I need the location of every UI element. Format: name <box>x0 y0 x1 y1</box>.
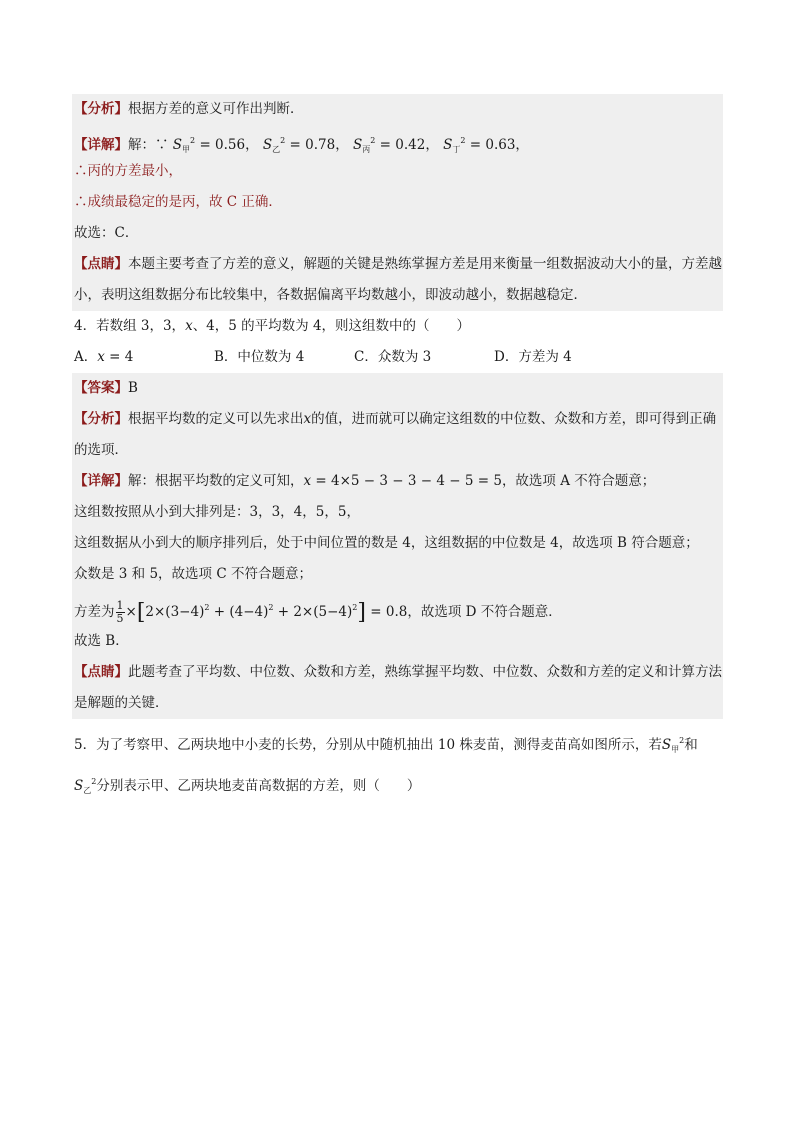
superscript-2: 2 <box>268 603 274 612</box>
subscript-jia: 甲 <box>671 745 680 754</box>
variance-symbol-jia: S <box>172 137 183 153</box>
q5-stem-part-2: 分别表示甲、乙两块地麦苗高数据的方差，则（ ） <box>96 778 421 794</box>
variance-conclusion: ，故选项 D 不符合题意． <box>407 604 562 620</box>
value-yi: = 0.78， <box>289 137 349 153</box>
q4-analysis-post: 的值，进而就可以确定这组数的中位数、众数和方差，即可得到正确的选项． <box>74 411 717 458</box>
superscript-2: 2 <box>679 736 685 745</box>
q5-var-s-yi: S <box>74 778 84 794</box>
variance-symbol-ding: S <box>443 137 453 153</box>
detail-tag: 【详解】 <box>74 137 128 153</box>
q3-solution-block <box>72 94 723 311</box>
subscript-jia: 甲 <box>182 145 191 154</box>
q4-options <box>72 342 723 373</box>
q5-var-s-jia: S <box>661 737 672 753</box>
superscript-2: 2 <box>190 136 196 145</box>
variance-result: = 0.8 <box>365 604 408 620</box>
q4-detail-var-x: x <box>303 473 312 489</box>
variance-term-3: + 2×(5−4) <box>273 604 353 620</box>
q4-analysis-pre: 根据平均数的定义可以先求出 <box>128 411 304 427</box>
subscript-bing: 丙 <box>362 145 371 154</box>
q4-comment-paragraph <box>72 657 723 719</box>
q4-choice-line: 故选 B． <box>74 633 129 649</box>
fraction-one-fifth <box>116 600 125 625</box>
option-a-label: A． <box>74 349 98 365</box>
comment-tag: 【点睛】 <box>74 256 128 272</box>
q4-sorted-line: 这组数按照从小到大排列是：3，3，4，5，5， <box>74 504 360 520</box>
q4-analysis-var-x: x <box>303 411 312 427</box>
q3-comment-text: 本题主要考查了方差的意义，解题的关键是熟练掌握方差是用来衡量一组数据波动大小的量，方差越小，表明这组数据分布比较集中，各数据偏离平均数越小，即波动越小，数据越稳定． <box>74 256 722 303</box>
q4-stem <box>72 311 723 342</box>
comment-tag: 【点睛】 <box>74 664 128 680</box>
superscript-2: 2 <box>370 136 376 145</box>
variance-symbol-bing: S <box>353 137 363 153</box>
q4-detail-line <box>72 466 723 497</box>
value-jia: = 0.56， <box>199 137 259 153</box>
q3-conclusion-line-2: ∴成绩最稳定的是丙，故 C 正确． <box>74 194 282 210</box>
q5-and: 和 <box>684 737 698 753</box>
q4-detail-eq: = 4×5 − 3 − 3 − 4 − 5 = 5 <box>311 473 502 489</box>
variance-term-2: + (4−4) <box>209 604 269 620</box>
times-sign: × <box>125 604 137 620</box>
value-ding: = 0.63， <box>469 137 529 153</box>
q4-stem-part-1: 4．若数组 3，3， <box>74 318 186 334</box>
variance-term-1: 2×(3−4) <box>145 604 205 620</box>
bracket-close: ] <box>357 600 366 625</box>
subscript-yi: 乙 <box>272 145 281 154</box>
q4-stem-var-x: x <box>185 318 193 334</box>
q4-solution-block <box>72 373 723 719</box>
q5-stem <box>72 725 723 807</box>
q5-stem-part-1: 5．为了考察甲、乙两块地中小麦的长势，分别从中随机抽出 10 株麦苗，测得麦苗高如图所示，若 <box>74 737 662 753</box>
q4-option-b: B．中位数为 4 <box>214 349 305 365</box>
q4-stem-part-2: 、4，5 的平均数为 4，则这组数中的（ ） <box>192 318 471 334</box>
fraction-numerator: 1 <box>116 599 124 612</box>
value-bing: = 0.42， <box>379 137 439 153</box>
answer-tag: 【答案】 <box>74 380 128 396</box>
q4-option-c: C．众数为 3 <box>354 349 432 365</box>
q4-analysis-paragraph <box>72 404 723 466</box>
option-a-value: = 4 <box>104 349 134 365</box>
superscript-2: 2 <box>460 136 466 145</box>
q3-detail-prefix: 解：∵ <box>128 137 169 153</box>
q4-variance-line <box>72 590 723 626</box>
q4-answer-line <box>72 373 723 404</box>
analysis-tag: 【分析】 <box>74 101 128 117</box>
analysis-tag: 【分析】 <box>74 411 128 427</box>
superscript-2: 2 <box>352 603 358 612</box>
q3-conclusion-line-1: ∴丙的方差最小， <box>74 163 182 179</box>
subscript-yi: 乙 <box>83 786 92 795</box>
q3-detail-line <box>72 125 723 156</box>
superscript-2: 2 <box>280 136 286 145</box>
subscript-ding: 丁 <box>452 145 461 154</box>
q3-comment-paragraph <box>72 249 723 311</box>
q3-choice-line: 故选：C． <box>74 225 139 241</box>
q4-option-d: D．方差为 4 <box>494 349 572 365</box>
q4-comment-text: 此题考查了平均数、中位数、众数和方差，熟练掌握平均数、中位数、众数和方差的定义和计算方法是解题的关键． <box>74 664 722 711</box>
q4-median-line: 这组数据从小到大的顺序排列后，处于中间位置的数是 4，这组数据的中位数是 4，故选项 B 符合题意； <box>74 535 699 551</box>
q3-analysis-text: 根据方差的意义可作出判断． <box>128 101 304 117</box>
detail-tag: 【详解】 <box>74 473 128 489</box>
q4-detail-pre: 解：根据平均数的定义可知， <box>128 473 304 489</box>
q4-detail-post: ，故选项 A 不符合题意； <box>501 473 656 489</box>
q3-analysis-line <box>72 94 723 125</box>
option-a-var: x <box>97 349 105 365</box>
superscript-2: 2 <box>204 603 210 612</box>
fraction-denominator: 5 <box>116 612 124 625</box>
q4-variance-label: 方差为 <box>74 604 115 620</box>
superscript-2: 2 <box>91 777 97 786</box>
variance-symbol-yi: S <box>262 137 273 153</box>
bracket-open: [ <box>136 600 146 625</box>
q4-mode-line: 众数是 3 和 5，故选项 C 不符合题意； <box>74 566 312 582</box>
document-page <box>72 94 723 807</box>
q4-option-a <box>74 342 214 373</box>
q4-answer-text: B <box>128 380 138 396</box>
